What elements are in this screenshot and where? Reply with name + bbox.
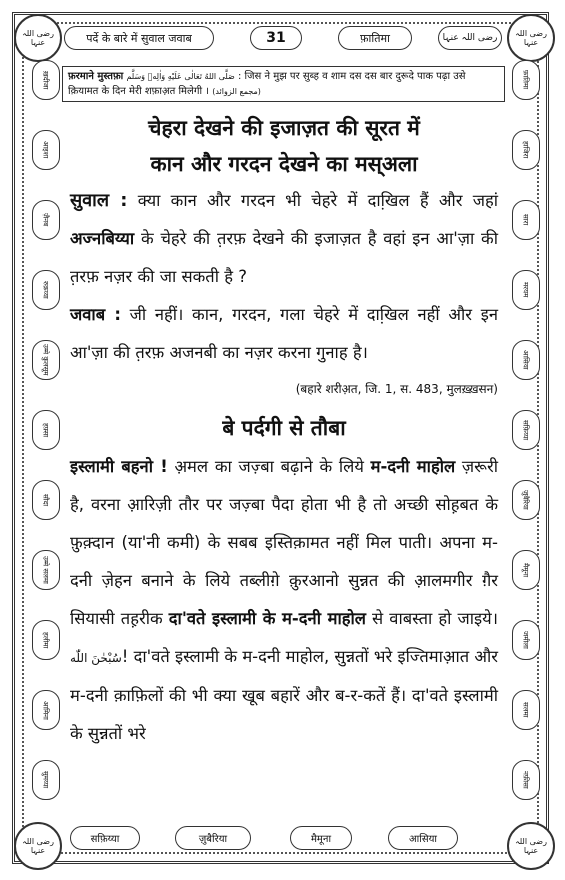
right-medallion: हाजिरा bbox=[512, 130, 540, 170]
section2-paragraph bbox=[70, 448, 498, 753]
notice-label: फ़रमाने मुस्तफ़ा bbox=[68, 71, 124, 82]
answer-paragraph bbox=[70, 296, 498, 372]
section2-text-1: अ़मल का जज़्बा बढ़ाने के लिये bbox=[174, 457, 364, 476]
answer-text: जी नहीं। कान, गरदन, गला चेहरे में दाखि़ल नहीं और इन आ'ज़ा की त़रफ़ अजनबी का नज़र करना गुनाह है। bbox=[70, 305, 498, 362]
corner-medallion-top-right bbox=[507, 14, 555, 62]
right-medallion: सफ़िय्या bbox=[512, 410, 540, 450]
farmane-mustafa-notice bbox=[62, 66, 505, 102]
left-border-names bbox=[28, 60, 62, 810]
header-name-box bbox=[338, 26, 412, 50]
left-medallion: उम्मे सलमा bbox=[32, 550, 60, 590]
header-name: फ़ातिमा bbox=[360, 31, 390, 45]
section2-bold-2: म-दनी माहोल bbox=[370, 457, 456, 476]
left-medallion: हफ़्सा bbox=[32, 410, 60, 450]
header-book-title bbox=[64, 26, 214, 50]
corner-text: رضی اللہ عنہا bbox=[515, 837, 547, 855]
right-medallion: जमीला bbox=[512, 620, 540, 660]
corner-medallion-bottom-right bbox=[507, 822, 555, 870]
right-medallion: नफ़ीसा bbox=[512, 760, 540, 800]
page-content bbox=[70, 110, 498, 753]
header-page-number bbox=[250, 26, 302, 50]
section1-title-line1: चेहरा देखने की इजाज़त की सूरत में bbox=[148, 116, 420, 140]
right-medallion: सारा bbox=[512, 200, 540, 240]
left-medallion: ज़ैनब bbox=[32, 200, 60, 240]
left-medallion: आइशा bbox=[32, 130, 60, 170]
section2-text-3: से वाबस्ता हो जाइये। bbox=[372, 609, 498, 628]
left-medallion: हलीमा bbox=[32, 620, 60, 660]
left-medallion: उम्मे कुलसूम bbox=[32, 340, 60, 380]
left-medallion: सुमय्या bbox=[32, 760, 60, 800]
right-medallion: ज़ुबैरिया bbox=[512, 480, 540, 520]
answer-label: जवाब : bbox=[70, 305, 121, 324]
question-label: सुवाल : bbox=[70, 190, 128, 211]
right-medallion: फ़ातिमा bbox=[512, 60, 540, 100]
corner-medallion-bottom-left bbox=[14, 822, 62, 870]
question-paragraph bbox=[70, 182, 498, 296]
footer-name-4: आसिया bbox=[388, 826, 458, 850]
corner-text: رضی اللہ عنہا bbox=[22, 837, 54, 855]
footer-name-2: ज़ुबैरिया bbox=[175, 826, 251, 850]
reference-citation: (बहारे शरीअ़त, जि. 1, स. 483, मुलख़्ख़सन) bbox=[295, 382, 498, 396]
section2-text-4: ! दा'वते इस्लामी के म-दनी माहोल, सुन्नतों भरे इज्तिमाआ़त और म-दनी क़ाफ़िलों की भी क्या खूब बहारें और ब-र-कतें हैं। दा'वते इस्लामी के सुन्नतों भरे bbox=[70, 647, 499, 743]
right-medallion: सलमा bbox=[512, 690, 540, 730]
question-text-2: के चेहरे की त़रफ़ देखने की इजाज़त है वहां इन आ'ज़ा की त़रफ़ नज़र की जा सकती है ? bbox=[70, 229, 498, 286]
right-medallion: मैमूना bbox=[512, 550, 540, 590]
section2-bold-1: इस्लामी बहनो ! bbox=[70, 457, 168, 476]
corner-medallion-top-left bbox=[14, 14, 62, 62]
section2-arabic: سُبْحٰنَ اللّٰه bbox=[70, 651, 122, 665]
section1-title-line2: कान और गरदन देखने का मस्अला bbox=[150, 152, 418, 176]
right-medallion: आसिया bbox=[512, 340, 540, 380]
left-medallion: ख़दीजा bbox=[32, 60, 60, 100]
section2-bold-3: दा'वते इस्लामी के म-दनी माहोल bbox=[168, 609, 366, 628]
page-number: 31 bbox=[266, 30, 286, 46]
left-medallion: रुक़य्या bbox=[32, 270, 60, 310]
right-border-names bbox=[508, 60, 542, 810]
corner-text: رضی اللہ عنہا bbox=[515, 29, 547, 47]
footer-name-1: सफ़िय्या bbox=[70, 826, 140, 850]
left-medallion: सौदा bbox=[32, 480, 60, 520]
section2-title: बे पर्दगी से तौबा bbox=[222, 416, 346, 440]
book-title: पर्दे के बारे में सुवाल जवाब bbox=[86, 31, 192, 45]
question-bold-term: अज्नबिय्या bbox=[70, 229, 135, 248]
notice-salutation: صَلَّى اللهُ تَعَالٰى عَلَيْهِ وَاٰلِهٖ وَسَلَّم bbox=[126, 72, 235, 81]
corner-text: رضی اللہ عنہا bbox=[22, 29, 54, 47]
right-medallion: मरयम bbox=[512, 270, 540, 310]
question-text-1: क्या कान और गरदन भी चेहरे में दाखि़ल हैं और जहां bbox=[137, 191, 498, 210]
footer-name-3: मैमूना bbox=[290, 826, 352, 850]
notice-source: (مجمع الزوائد) bbox=[212, 87, 261, 96]
left-medallion: आमिना bbox=[32, 690, 60, 730]
header-ornament-text: رضی اللہ عنہا bbox=[442, 33, 498, 43]
header-ornament bbox=[438, 26, 502, 50]
notice-text: : जिस ने मुझ पर सुब्ह व शाम दस दस बार दुरूदे पाक पढ़ा उसे क़ियामत के दिन मेरी शफ़ाअ़त मिलेगी । bbox=[68, 71, 466, 97]
section2-text-2: ज़रूरी है, वरना आ़रिज़ी तौर पर जज़्बा पैदा होता भी है तो अच्छी सोह़बत के फ़ुक़्दान (या'नी कमी) के सबब इस्तिक़ामत नहीं मिल पाती। अपना म-दनी ज़ेहन बनाने के लिये तब्लीग़े क़ुरआनो सुन्नत की आ़लमगीर ग़ैर सियासी तह़रीक bbox=[70, 457, 498, 628]
